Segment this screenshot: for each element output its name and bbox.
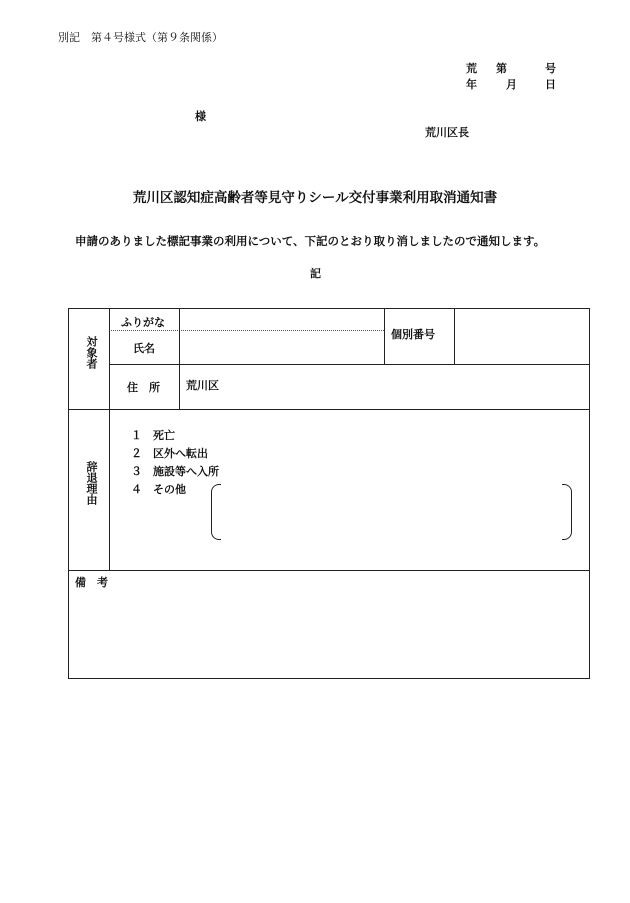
name-label: 氏名 <box>133 342 155 355</box>
reason-item-moved-out: ２ 区外へ転出 <box>131 447 208 460</box>
form-label: 別記 第４号様式（第９条関係） <box>58 31 223 44</box>
other-bracket-left <box>211 484 221 540</box>
form-table <box>68 308 590 679</box>
ref-go: 号 <box>545 62 556 75</box>
document-title: 荒川区認知症高齢者等見守りシール交付事業利用取消通知書 <box>132 190 498 206</box>
row-divider-address <box>109 364 590 365</box>
col-divider-field <box>179 309 180 409</box>
reason-item-death: １ 死亡 <box>131 429 175 442</box>
address-value: 荒川区 <box>186 379 219 392</box>
issuer-name: 荒川区長 <box>425 126 469 139</box>
personal-number-label: 個別番号 <box>391 328 435 341</box>
date-month: 月 <box>506 78 517 91</box>
ref-prefix: 荒 <box>466 62 477 75</box>
furigana-label: ふりがな <box>121 316 165 329</box>
address-label: 住 所 <box>127 381 160 394</box>
furigana-divider <box>109 330 384 331</box>
remarks-label: 備 考 <box>75 576 108 589</box>
reason-item-facility: ３ 施設等へ入所 <box>131 465 219 478</box>
col-divider-number-label <box>384 309 385 364</box>
date-year: 年 <box>466 78 477 91</box>
reason-item-other: ４ その他 <box>131 483 186 496</box>
addressee-suffix: 様 <box>195 110 206 123</box>
body-text: 申請のありました標記事業の利用について、下記のとおり取り消しましたので通知します。 <box>75 234 546 248</box>
reason-label: 辞退理由 <box>85 461 98 505</box>
ki-marker: 記 <box>310 267 321 280</box>
row-divider-reason <box>69 570 590 571</box>
col-divider-label <box>109 309 110 570</box>
ref-dai: 第 <box>496 62 507 75</box>
date-day: 日 <box>545 78 556 91</box>
other-bracket-right <box>562 484 572 540</box>
col-divider-number-value <box>454 309 455 364</box>
row-divider-subject <box>69 409 590 410</box>
subject-label: 対象者 <box>85 336 98 369</box>
